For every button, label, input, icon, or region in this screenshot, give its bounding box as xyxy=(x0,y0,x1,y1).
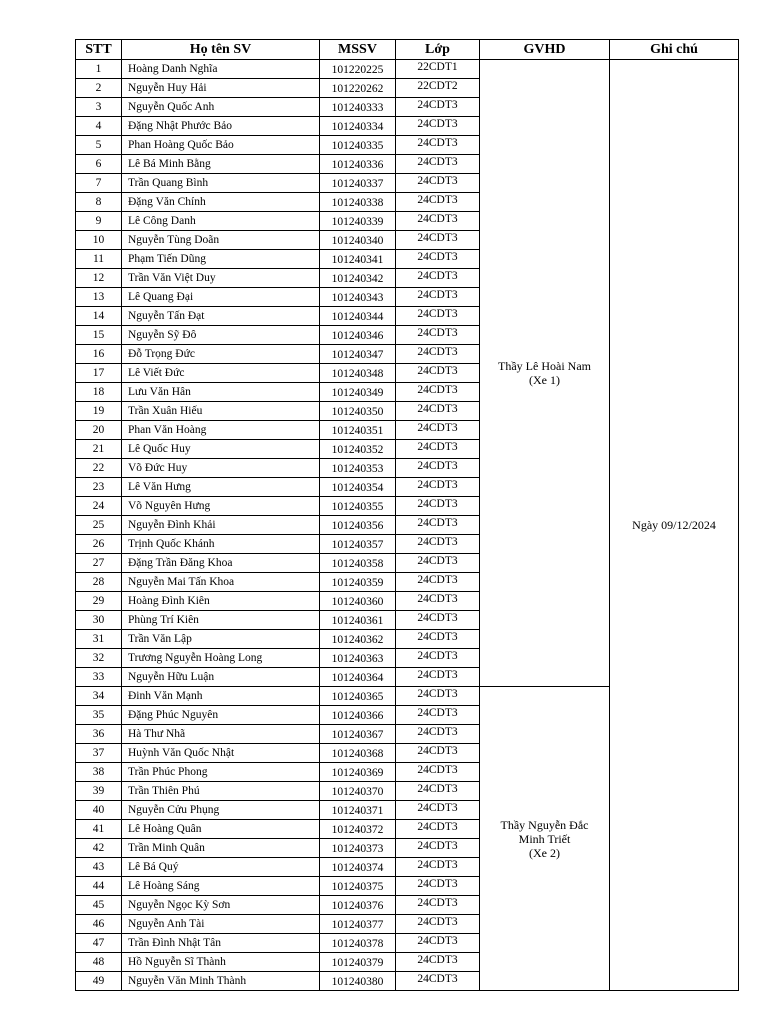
table-header xyxy=(76,40,739,60)
row-class: 24CDT3 xyxy=(396,649,480,668)
row-class: 24CDT3 xyxy=(396,535,480,554)
row-student-name: Nguyễn Tấn Đạt xyxy=(122,307,320,326)
row-class: 24CDT3 xyxy=(396,839,480,858)
row-student-id: 101240361 xyxy=(320,611,396,630)
row-stt: 11 xyxy=(76,250,122,269)
row-class: 24CDT3 xyxy=(396,554,480,573)
row-class: 24CDT3 xyxy=(396,630,480,649)
student-table xyxy=(75,39,739,991)
row-student-id: 101240350 xyxy=(320,402,396,421)
row-student-name: Đỗ Trọng Đức xyxy=(122,345,320,364)
row-stt: 48 xyxy=(76,953,122,972)
note-date-cell: Ngày 09/12/2024 xyxy=(610,60,739,991)
row-stt: 29 xyxy=(76,592,122,611)
row-stt: 27 xyxy=(76,554,122,573)
supervisor-cell xyxy=(480,60,610,687)
row-class: 24CDT3 xyxy=(396,307,480,326)
row-student-name: Nguyễn Huy Hải xyxy=(122,79,320,98)
row-student-id: 101240378 xyxy=(320,934,396,953)
row-stt: 26 xyxy=(76,535,122,554)
row-student-name: Nguyễn Mai Tấn Khoa xyxy=(122,573,320,592)
row-student-name: Phùng Trí Kiên xyxy=(122,611,320,630)
row-stt: 14 xyxy=(76,307,122,326)
row-student-id: 101240348 xyxy=(320,364,396,383)
row-student-name: Hà Thư Nhã xyxy=(122,725,320,744)
row-class: 24CDT3 xyxy=(396,421,480,440)
row-student-id: 101240342 xyxy=(320,269,396,288)
row-stt: 2 xyxy=(76,79,122,98)
row-stt: 38 xyxy=(76,763,122,782)
row-student-id: 101240379 xyxy=(320,953,396,972)
row-stt: 39 xyxy=(76,782,122,801)
row-student-name: Lê Hoàng Quân xyxy=(122,820,320,839)
row-class: 24CDT3 xyxy=(396,174,480,193)
row-student-name: Hoàng Đình Kiên xyxy=(122,592,320,611)
row-class: 24CDT3 xyxy=(396,269,480,288)
row-class: 24CDT3 xyxy=(396,193,480,212)
header-gvhd: GVHD xyxy=(480,40,610,60)
row-stt: 41 xyxy=(76,820,122,839)
row-student-name: Võ Đức Huy xyxy=(122,459,320,478)
row-class: 24CDT3 xyxy=(396,250,480,269)
row-class: 24CDT3 xyxy=(396,915,480,934)
row-class: 24CDT3 xyxy=(396,687,480,706)
row-student-name: Trịnh Quốc Khánh xyxy=(122,535,320,554)
row-stt: 8 xyxy=(76,193,122,212)
row-student-id: 101240375 xyxy=(320,877,396,896)
row-student-name: Đặng Trần Đăng Khoa xyxy=(122,554,320,573)
row-stt: 33 xyxy=(76,668,122,687)
row-student-name: Đặng Văn Chính xyxy=(122,193,320,212)
row-stt: 10 xyxy=(76,231,122,250)
row-student-id: 101240380 xyxy=(320,972,396,991)
row-stt: 43 xyxy=(76,858,122,877)
row-student-id: 101240354 xyxy=(320,478,396,497)
row-stt: 36 xyxy=(76,725,122,744)
row-student-id: 101240368 xyxy=(320,744,396,763)
row-student-name: Trần Xuân Hiếu xyxy=(122,402,320,421)
row-stt: 24 xyxy=(76,497,122,516)
table-row xyxy=(76,60,739,79)
row-student-id: 101240358 xyxy=(320,554,396,573)
row-student-name: Đặng Phúc Nguyên xyxy=(122,706,320,725)
row-class: 24CDT3 xyxy=(396,98,480,117)
row-student-id: 101240357 xyxy=(320,535,396,554)
header-name: Họ tên SV xyxy=(122,40,320,60)
header-note: Ghi chú xyxy=(610,40,739,60)
supervisor-text: Thầy Nguyễn Đắc xyxy=(500,817,589,832)
row-class: 24CDT3 xyxy=(396,136,480,155)
row-class: 24CDT3 xyxy=(396,383,480,402)
row-student-name: Trần Văn Lập xyxy=(122,630,320,649)
row-class: 24CDT3 xyxy=(396,592,480,611)
row-student-id: 101240356 xyxy=(320,516,396,535)
row-stt: 7 xyxy=(76,174,122,193)
supervisor-text: (Xe 1) xyxy=(529,373,560,387)
row-stt: 44 xyxy=(76,877,122,896)
row-stt: 16 xyxy=(76,345,122,364)
row-class: 24CDT3 xyxy=(396,345,480,364)
row-class: 24CDT3 xyxy=(396,896,480,915)
row-stt: 40 xyxy=(76,801,122,820)
header-mssv: MSSV xyxy=(320,40,396,60)
row-student-id: 101240377 xyxy=(320,915,396,934)
row-stt: 3 xyxy=(76,98,122,117)
row-student-name: Nguyễn Ngọc Kỳ Sơn xyxy=(122,896,320,915)
row-student-id: 101240333 xyxy=(320,98,396,117)
row-student-id: 101240336 xyxy=(320,155,396,174)
row-class: 24CDT3 xyxy=(396,478,480,497)
row-student-name: Võ Nguyên Hưng xyxy=(122,497,320,516)
row-stt: 28 xyxy=(76,573,122,592)
row-student-name: Lê Công Danh xyxy=(122,212,320,231)
row-stt: 9 xyxy=(76,212,122,231)
row-student-name: Lưu Văn Hân xyxy=(122,383,320,402)
row-student-id: 101240367 xyxy=(320,725,396,744)
row-class: 22CDT1 xyxy=(396,60,480,79)
row-student-name: Trần Quang Bình xyxy=(122,174,320,193)
row-student-name: Lê Quốc Huy xyxy=(122,440,320,459)
row-stt: 37 xyxy=(76,744,122,763)
row-student-name: Nguyễn Sỹ Đô xyxy=(122,326,320,345)
row-class: 24CDT3 xyxy=(396,725,480,744)
row-stt: 4 xyxy=(76,117,122,136)
row-class: 24CDT3 xyxy=(396,402,480,421)
table-body xyxy=(76,60,739,991)
row-student-name: Lê Bá Minh Bằng xyxy=(122,155,320,174)
row-student-id: 101240366 xyxy=(320,706,396,725)
row-class: 24CDT3 xyxy=(396,858,480,877)
row-class: 24CDT3 xyxy=(396,706,480,725)
row-class: 24CDT3 xyxy=(396,782,480,801)
row-student-id: 101240334 xyxy=(320,117,396,136)
row-student-name: Lê Văn Hưng xyxy=(122,478,320,497)
row-student-name: Đinh Văn Mạnh xyxy=(122,687,320,706)
row-student-name: Trần Phúc Phong xyxy=(122,763,320,782)
row-class: 24CDT3 xyxy=(396,763,480,782)
row-class: 24CDT3 xyxy=(396,668,480,687)
row-class: 24CDT3 xyxy=(396,744,480,763)
row-student-id: 101240338 xyxy=(320,193,396,212)
row-student-name: Hoàng Danh Nghĩa xyxy=(122,60,320,79)
row-stt: 21 xyxy=(76,440,122,459)
supervisor-text: Thầy Lê Hoài Nam xyxy=(498,359,591,373)
row-stt: 6 xyxy=(76,155,122,174)
row-class: 24CDT3 xyxy=(396,877,480,896)
row-student-id: 101240335 xyxy=(320,136,396,155)
row-class: 24CDT3 xyxy=(396,326,480,345)
row-student-name: Đặng Nhật Phước Bảo xyxy=(122,117,320,136)
row-student-id: 101240339 xyxy=(320,212,396,231)
row-student-id: 101240346 xyxy=(320,326,396,345)
row-student-name: Trương Nguyễn Hoàng Long xyxy=(122,649,320,668)
row-student-id: 101240352 xyxy=(320,440,396,459)
row-student-id: 101240370 xyxy=(320,782,396,801)
row-student-name: Lê Bá Quý xyxy=(122,858,320,877)
row-student-id: 101240341 xyxy=(320,250,396,269)
row-student-name: Nguyễn Hữu Luận xyxy=(122,668,320,687)
header-lop: Lớp xyxy=(396,40,480,60)
row-stt: 25 xyxy=(76,516,122,535)
supervisor-text: (Xe 2) xyxy=(529,845,560,860)
row-class: 24CDT3 xyxy=(396,934,480,953)
header-stt: STT xyxy=(76,40,122,60)
row-student-id: 101240347 xyxy=(320,345,396,364)
row-stt: 1 xyxy=(76,60,122,79)
row-stt: 30 xyxy=(76,611,122,630)
row-stt: 31 xyxy=(76,630,122,649)
supervisor-cell xyxy=(480,687,610,991)
row-student-name: Nguyễn Cửu Phụng xyxy=(122,801,320,820)
row-stt: 42 xyxy=(76,839,122,858)
row-class: 24CDT3 xyxy=(396,364,480,383)
row-student-name: Phan Hoàng Quốc Bảo xyxy=(122,136,320,155)
row-stt: 20 xyxy=(76,421,122,440)
row-class: 24CDT3 xyxy=(396,820,480,839)
row-student-id: 101240351 xyxy=(320,421,396,440)
row-student-name: Trần Minh Quân xyxy=(122,839,320,858)
row-student-name: Nguyễn Anh Tài xyxy=(122,915,320,934)
row-stt: 13 xyxy=(76,288,122,307)
row-student-name: Lê Quang Đại xyxy=(122,288,320,307)
row-student-id: 101240359 xyxy=(320,573,396,592)
row-stt: 5 xyxy=(76,136,122,155)
row-stt: 15 xyxy=(76,326,122,345)
row-student-id: 101240374 xyxy=(320,858,396,877)
row-class: 24CDT3 xyxy=(396,231,480,250)
row-student-id: 101240337 xyxy=(320,174,396,193)
row-stt: 47 xyxy=(76,934,122,953)
row-stt: 34 xyxy=(76,687,122,706)
row-student-name: Nguyễn Quốc Anh xyxy=(122,98,320,117)
row-class: 24CDT3 xyxy=(396,459,480,478)
row-student-name: Hồ Nguyễn Sĩ Thành xyxy=(122,953,320,972)
row-student-name: Nguyễn Văn Minh Thành xyxy=(122,972,320,991)
row-student-id: 101240372 xyxy=(320,820,396,839)
row-class: 24CDT3 xyxy=(396,972,480,991)
header-row xyxy=(76,40,739,60)
row-class: 24CDT3 xyxy=(396,801,480,820)
row-stt: 18 xyxy=(76,383,122,402)
row-student-id: 101240355 xyxy=(320,497,396,516)
row-student-name: Trần Thiên Phú xyxy=(122,782,320,801)
row-class: 24CDT3 xyxy=(396,497,480,516)
row-student-id: 101240362 xyxy=(320,630,396,649)
row-student-id: 101220262 xyxy=(320,79,396,98)
row-stt: 17 xyxy=(76,364,122,383)
row-stt: 32 xyxy=(76,649,122,668)
row-stt: 19 xyxy=(76,402,122,421)
row-class: 24CDT3 xyxy=(396,117,480,136)
row-student-id: 101240344 xyxy=(320,307,396,326)
row-student-name: Phạm Tiến Dũng xyxy=(122,250,320,269)
row-stt: 22 xyxy=(76,459,122,478)
row-student-id: 101240360 xyxy=(320,592,396,611)
row-student-id: 101240369 xyxy=(320,763,396,782)
row-class: 24CDT3 xyxy=(396,212,480,231)
row-class: 24CDT3 xyxy=(396,611,480,630)
row-student-id: 101220225 xyxy=(320,60,396,79)
row-student-name: Lê Hoàng Sáng xyxy=(122,877,320,896)
row-student-id: 101240365 xyxy=(320,687,396,706)
row-student-id: 101240363 xyxy=(320,649,396,668)
row-class: 24CDT3 xyxy=(396,573,480,592)
row-class: 24CDT3 xyxy=(396,155,480,174)
row-stt: 23 xyxy=(76,478,122,497)
row-student-name: Trần Đình Nhật Tân xyxy=(122,934,320,953)
row-class: 24CDT3 xyxy=(396,288,480,307)
row-class: 24CDT3 xyxy=(396,953,480,972)
row-class: 24CDT3 xyxy=(396,516,480,535)
row-student-id: 101240340 xyxy=(320,231,396,250)
row-student-name: Trần Văn Việt Duy xyxy=(122,269,320,288)
row-student-name: Huỳnh Văn Quốc Nhật xyxy=(122,744,320,763)
row-class: 22CDT2 xyxy=(396,79,480,98)
row-student-name: Phan Văn Hoàng xyxy=(122,421,320,440)
row-student-id: 101240343 xyxy=(320,288,396,307)
row-stt: 45 xyxy=(76,896,122,915)
row-stt: 49 xyxy=(76,972,122,991)
row-student-name: Nguyễn Đình Khải xyxy=(122,516,320,535)
row-student-id: 101240349 xyxy=(320,383,396,402)
row-student-id: 101240373 xyxy=(320,839,396,858)
row-stt: 35 xyxy=(76,706,122,725)
row-student-id: 101240364 xyxy=(320,668,396,687)
row-student-id: 101240371 xyxy=(320,801,396,820)
row-student-name: Nguyễn Tùng Doãn xyxy=(122,231,320,250)
row-student-name: Lê Viết Đức xyxy=(122,364,320,383)
row-student-id: 101240376 xyxy=(320,896,396,915)
row-stt: 12 xyxy=(76,269,122,288)
supervisor-text: Minh Triết xyxy=(518,831,571,846)
row-stt: 46 xyxy=(76,915,122,934)
row-class: 24CDT3 xyxy=(396,440,480,459)
row-student-id: 101240353 xyxy=(320,459,396,478)
